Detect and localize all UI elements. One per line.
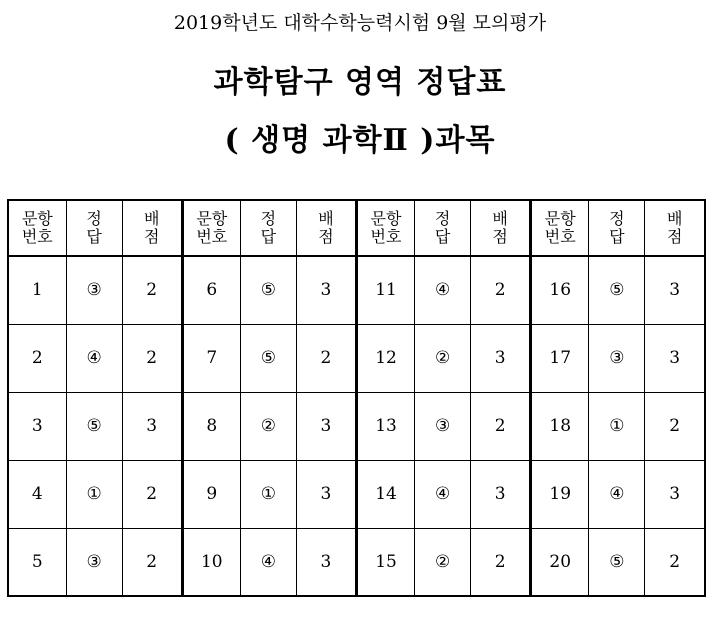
question-number: 7 <box>182 324 240 392</box>
answer-value: ④ <box>415 256 471 324</box>
table-row <box>8 528 705 596</box>
table-row <box>8 460 705 528</box>
header-question-number: 문항 번호 <box>8 200 66 256</box>
answer-value: ① <box>240 460 296 528</box>
exam-subtitle: 2019학년도 대학수학능력시험 9월 모의평가 <box>173 12 547 34</box>
answer-value: ② <box>240 392 296 460</box>
points-value: 3 <box>122 392 182 460</box>
answer-value: ⑤ <box>589 528 645 596</box>
points-value: 3 <box>645 324 705 392</box>
question-number: 18 <box>531 392 589 460</box>
header-answer: 정 답 <box>589 200 645 256</box>
question-number: 10 <box>182 528 240 596</box>
question-number: 5 <box>8 528 66 596</box>
answer-value: ① <box>589 392 645 460</box>
points-value: 2 <box>122 528 182 596</box>
question-number: 11 <box>356 256 414 324</box>
points-value: 3 <box>471 324 531 392</box>
table-row <box>8 256 705 324</box>
question-number: 2 <box>8 324 66 392</box>
header-answer: 정 답 <box>66 200 122 256</box>
question-number: 13 <box>356 392 414 460</box>
question-number: 12 <box>356 324 414 392</box>
question-number: 19 <box>531 460 589 528</box>
points-value: 3 <box>296 256 356 324</box>
points-value: 3 <box>645 256 705 324</box>
answer-value: ⑤ <box>589 256 645 324</box>
header-points: 배 점 <box>296 200 356 256</box>
points-value: 2 <box>296 324 356 392</box>
answer-value: ③ <box>66 528 122 596</box>
points-value: 2 <box>645 528 705 596</box>
answer-value: ④ <box>240 528 296 596</box>
question-number: 16 <box>531 256 589 324</box>
page-title: 과학탐구 영역 정답표 <box>213 65 507 100</box>
points-value: 3 <box>645 460 705 528</box>
points-value: 2 <box>471 256 531 324</box>
header-answer: 정 답 <box>240 200 296 256</box>
answer-value: ② <box>415 528 471 596</box>
header-question-number: 문항 번호 <box>182 200 240 256</box>
points-value: 2 <box>645 392 705 460</box>
table-header-row <box>8 200 705 256</box>
answer-value: ③ <box>66 256 122 324</box>
points-value: 2 <box>471 392 531 460</box>
answer-value: ⑤ <box>240 324 296 392</box>
answer-value: ① <box>66 460 122 528</box>
table-row <box>8 324 705 392</box>
answer-value: ⑤ <box>66 392 122 460</box>
question-number: 8 <box>182 392 240 460</box>
question-number: 4 <box>8 460 66 528</box>
answer-value: ② <box>415 324 471 392</box>
question-number: 14 <box>356 460 414 528</box>
table-row <box>8 392 705 460</box>
answer-value: ③ <box>415 392 471 460</box>
header-points: 배 점 <box>645 200 705 256</box>
points-value: 2 <box>471 528 531 596</box>
points-value: 3 <box>296 460 356 528</box>
subject-title: ( 생명 과학Ⅱ )과목 <box>224 123 496 158</box>
header-answer: 정 답 <box>415 200 471 256</box>
question-number: 6 <box>182 256 240 324</box>
header-points: 배 점 <box>471 200 531 256</box>
answer-value: ④ <box>589 460 645 528</box>
question-number: 3 <box>8 392 66 460</box>
header-question-number: 문항 번호 <box>356 200 414 256</box>
answer-table <box>7 199 706 597</box>
points-value: 2 <box>122 324 182 392</box>
points-value: 3 <box>296 392 356 460</box>
points-value: 2 <box>122 256 182 324</box>
points-value: 3 <box>471 460 531 528</box>
question-number: 17 <box>531 324 589 392</box>
answer-value: ③ <box>589 324 645 392</box>
points-value: 3 <box>296 528 356 596</box>
question-number: 9 <box>182 460 240 528</box>
header-question-number: 문항 번호 <box>531 200 589 256</box>
header-points: 배 점 <box>122 200 182 256</box>
question-number: 20 <box>531 528 589 596</box>
question-number: 1 <box>8 256 66 324</box>
question-number: 15 <box>356 528 414 596</box>
answer-value: ④ <box>415 460 471 528</box>
answer-value: ⑤ <box>240 256 296 324</box>
answer-value: ④ <box>66 324 122 392</box>
points-value: 2 <box>122 460 182 528</box>
